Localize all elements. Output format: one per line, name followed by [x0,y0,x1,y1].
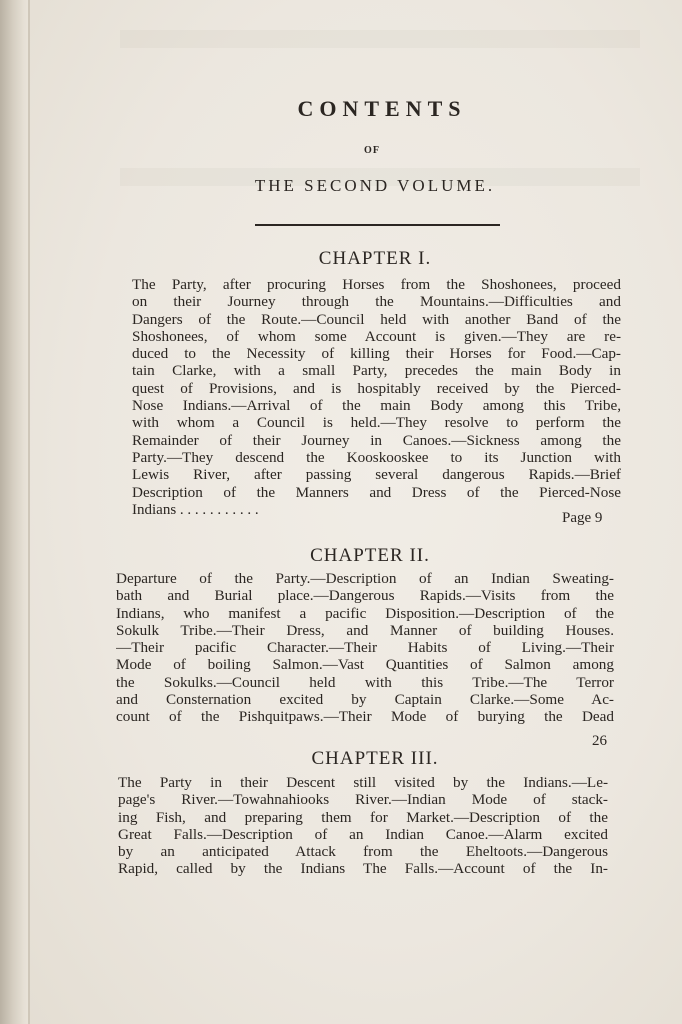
chapter-2-line: the Sokulks.—Council held with this Tribe.—The Terror [116,673,614,691]
chapter-2-heading: CHAPTER II. [310,545,430,566]
page-title: CONTENTS [297,96,467,121]
title-divider-rule [255,224,500,226]
chapter-1-line: Dangers of the Route.—Council held with another Band of the [132,310,621,328]
chapter-2-line: count of the Pishquitpaws.—Their Mode of burying the Dead [116,708,614,726]
chapter-2-line: and Consternation excited by Captain Clarke.—Some Ac- [116,691,614,709]
chapter-1-last-line: Indians . . . . . . . . . . . [132,502,259,518]
chapter-2-line: bath and Burial place.—Dangerous Rapids.—Visits from the [116,587,614,605]
chapter-1-line: with whom a Council is held.—They resolve to perform the [132,414,621,432]
chapter-3-line: Great Falls.—Description of an Indian Canoe.—Alarm excited [118,825,608,843]
of-label: OF [364,145,380,156]
chapter-1-line: tain Clarke, with a small Party, precedes the main Body in [132,362,621,380]
chapter-1-line: on their Journey through the Mountains.—Difficulties and [132,293,621,311]
chapter-3-heading: CHAPTER III. [311,748,439,769]
chapter-1-summary [132,276,621,501]
chapter-2-line: Sokulk Tribe.—Their Dress, and Manner of building Houses. [116,621,614,639]
chapter-2-line: —Their pacific Character.—Their Habits of Living.—Their [116,639,614,657]
chapter-1-line: Nose Indians.—Arrival of the main Body among this Tribe, [132,397,621,415]
chapter-1-line: quest of Provisions, and is hospitably received by the Pierced- [132,379,621,397]
chapter-2-line: Indians, who manifest a pacific Disposition.—Description of the [116,604,614,622]
chapter-2-summary [116,570,614,726]
chapter-1-line: duced to the Necessity of killing their Horses for Food.—Cap- [132,345,621,363]
chapter-1-line: Remainder of their Journey in Canoes.—Sickness among the [132,431,621,449]
chapter-1-page-number: Page 9 [562,510,603,526]
chapter-2-page-number: 26 [592,733,607,749]
chapter-1-line: Lewis River, after passing several dangerous Rapids.—Brief [132,466,621,484]
chapter-3-line: page's River.—Towahnahiooks River.—Indian Mode of stack- [118,791,608,809]
chapter-2-line: Mode of boiling Salmon.—Vast Quantities of Salmon among [116,656,614,674]
chapter-3-line: ing Fish, and preparing them for Market.—Description of the [118,808,608,826]
chapter-3-line: Rapid, called by the Indians The Falls.—Account of the In- [118,860,608,878]
chapter-1-heading: CHAPTER I. [318,248,432,269]
volume-subtitle: THE SECOND VOLUME. [254,176,496,195]
book-spine [0,0,30,1024]
chapter-3-summary [118,774,608,878]
chapter-3-line: by an anticipated Attack from the Eheltoots.—Dangerous [118,843,608,861]
chapter-1-line: Party.—They descend the Kooskooskee to its Junction with [132,448,621,466]
chapter-3-line: The Party in their Descent still visited by the Indians.—Le- [118,774,608,791]
chapter-2-line: Departure of the Party.—Description of an Indian Sweating- [116,570,614,587]
chapter-1-line: The Party, after procuring Horses from the Shoshonees, proceed [132,276,621,293]
chapter-1-line: Description of the Manners and Dress of the Pierced-Nose [132,483,621,501]
chapter-1-line: Shoshonees, of whom some Account is given.—They are re- [132,327,621,345]
